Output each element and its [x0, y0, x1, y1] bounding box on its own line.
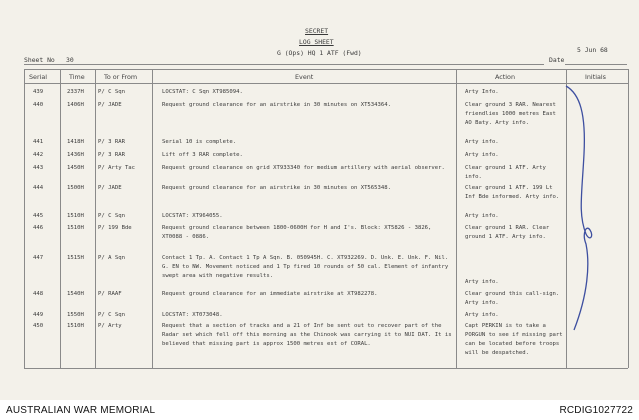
- column-header-initials: Initials: [585, 73, 607, 81]
- action-cell: Arty info.: [465, 279, 499, 285]
- event-cell: Lift off 3 RAR complete.: [162, 152, 243, 158]
- to-from-cell: P/ 3 RAR: [98, 139, 125, 145]
- event-cell: Request ground clearance on grid XT933340 for medium artillery with aerial observer.: [162, 165, 445, 171]
- header-rule-left: [24, 64, 544, 65]
- table-bottom-border: [24, 368, 628, 369]
- serial-cell: 443: [33, 165, 44, 171]
- event-cell: Request ground clearance between 1800-0600H for H and I's. Block: XT5826 - 3826, XT0088 - 0886.: [162, 225, 432, 240]
- column-header-serial: Serial: [29, 73, 48, 81]
- column-header-action: Action: [495, 73, 516, 81]
- column-divider: [24, 69, 25, 368]
- time-cell: 1510H: [67, 213, 84, 219]
- to-from-cell: P/ Arty: [98, 323, 122, 329]
- classification-label: SECRET: [305, 27, 329, 35]
- date-value: 5 Jun 68: [577, 46, 608, 54]
- serial-cell: 439: [33, 89, 44, 95]
- action-cell: Capt PERKIN is to take a PORGUN to see if missing part can be located before troops will be despatched.: [465, 323, 563, 356]
- event-cell: Serial 10 is complete.: [162, 139, 237, 145]
- time-cell: 1450H: [67, 165, 84, 171]
- serial-cell: 445: [33, 213, 44, 219]
- to-from-cell: P/ C Sqn: [98, 213, 125, 219]
- action-cell: Clear ground this call-sign. Arty info.: [465, 291, 560, 306]
- serial-cell: 442: [33, 152, 44, 158]
- time-cell: 2337H: [67, 89, 84, 95]
- document-title: LOG SHEET: [299, 38, 334, 46]
- event-cell: Request that a section of tracks and a 21 of Inf be sent out to recover part of the Radar set which fell off this morning as the Chinook was carrying it to NUI DAT. It is believed that missing part is approx 1500 metres est of CORAL.: [162, 323, 452, 347]
- time-cell: 1510H: [67, 323, 84, 329]
- serial-cell: 446: [33, 225, 44, 231]
- to-from-cell: P/ JADE: [98, 185, 122, 191]
- header-rule-right: [565, 64, 627, 65]
- column-header-to-from: To or From: [104, 73, 138, 81]
- serial-cell: 448: [33, 291, 44, 297]
- event-cell: Request ground clearance for an immediate airstrike at XT982278.: [162, 291, 378, 297]
- unit-label: G (Ops) HQ 1 ATF (Fwd): [277, 49, 362, 57]
- table-header-divider: [24, 83, 628, 84]
- event-cell: LOCSTAT: XT964055.: [162, 213, 223, 219]
- column-divider: [95, 69, 96, 368]
- serial-cell: 449: [33, 312, 44, 318]
- to-from-cell: P/ JADE: [98, 102, 122, 108]
- table-top-border: [24, 69, 628, 70]
- time-cell: 1510H: [67, 225, 84, 231]
- action-cell: Clear ground 1 RAR. Clear ground 1 ATF. Arty info.: [465, 225, 550, 240]
- to-from-cell: P/ 3 RAR: [98, 152, 125, 158]
- action-cell: Arty info.: [465, 213, 499, 219]
- time-cell: 1418H: [67, 139, 84, 145]
- action-cell: Arty Info.: [465, 89, 499, 95]
- archive-footer: [0, 400, 639, 420]
- time-cell: 1436H: [67, 152, 84, 158]
- to-from-cell: P/ A Sqn: [98, 255, 125, 261]
- to-from-cell: P/ C Sqn: [98, 312, 125, 318]
- action-cell: Arty info.: [465, 139, 499, 145]
- time-cell: 1406H: [67, 102, 84, 108]
- serial-cell: 440: [33, 102, 44, 108]
- column-divider: [60, 69, 61, 368]
- action-cell: Clear ground 1 ATF. 199 Lt Inf Bde informed. Arty info.: [465, 185, 560, 200]
- column-divider: [152, 69, 153, 368]
- sheet-number-value: 30: [66, 56, 74, 64]
- to-from-cell: P/ Arty Tac: [98, 165, 136, 171]
- to-from-cell: P/ RAAF: [98, 291, 122, 297]
- serial-cell: 441: [33, 139, 44, 145]
- event-cell: Request ground clearance for an airstrike in 30 minutes on XT534364.: [162, 102, 392, 108]
- event-cell: Contact 1 Tp. A. Contact 1 Tp A Sqn. B. 050945H. C. XT932269. D. Unk. E. Unk. F. Nil. G. EN to NW. Movement noticed and 1 Tp fired 10 rounds of 50 cal. Element of infantry swept area with negative results.: [162, 255, 449, 279]
- serial-cell: 450: [33, 323, 44, 329]
- archive-name: AUSTRALIAN WAR MEMORIAL: [6, 405, 156, 416]
- to-from-cell: P/ C Sqn: [98, 89, 125, 95]
- time-cell: 1500H: [67, 185, 84, 191]
- initials-bracket-mark: [560, 84, 600, 334]
- action-cell: Clear ground 3 RAR. Nearest friendlies 1000 metres East AO Baty. Arty info.: [465, 102, 556, 126]
- column-header-time: Time: [69, 73, 85, 81]
- time-cell: 1515H: [67, 255, 84, 261]
- event-cell: LOCSTAT: XT073048.: [162, 312, 223, 318]
- action-cell: Clear ground 1 ATF. Arty info.: [465, 165, 546, 180]
- sheet-number-label: Sheet No: [24, 56, 55, 64]
- date-label: Date: [549, 56, 565, 64]
- time-cell: 1550H: [67, 312, 84, 318]
- action-cell: Arty info.: [465, 152, 499, 158]
- archive-reference: RCDIG1027722: [559, 405, 633, 416]
- event-cell: Request ground clearance for an airstrike in 30 minutes on XT565348.: [162, 185, 392, 191]
- serial-cell: 447: [33, 255, 44, 261]
- column-divider: [456, 69, 457, 368]
- to-from-cell: P/ 199 Bde: [98, 225, 132, 231]
- action-cell: Arty info.: [465, 312, 499, 318]
- time-cell: 1540H: [67, 291, 84, 297]
- column-header-event: Event: [295, 73, 314, 81]
- event-cell: LOCSTAT: C Sqn XT985094.: [162, 89, 243, 95]
- serial-cell: 444: [33, 185, 44, 191]
- column-divider: [628, 69, 629, 368]
